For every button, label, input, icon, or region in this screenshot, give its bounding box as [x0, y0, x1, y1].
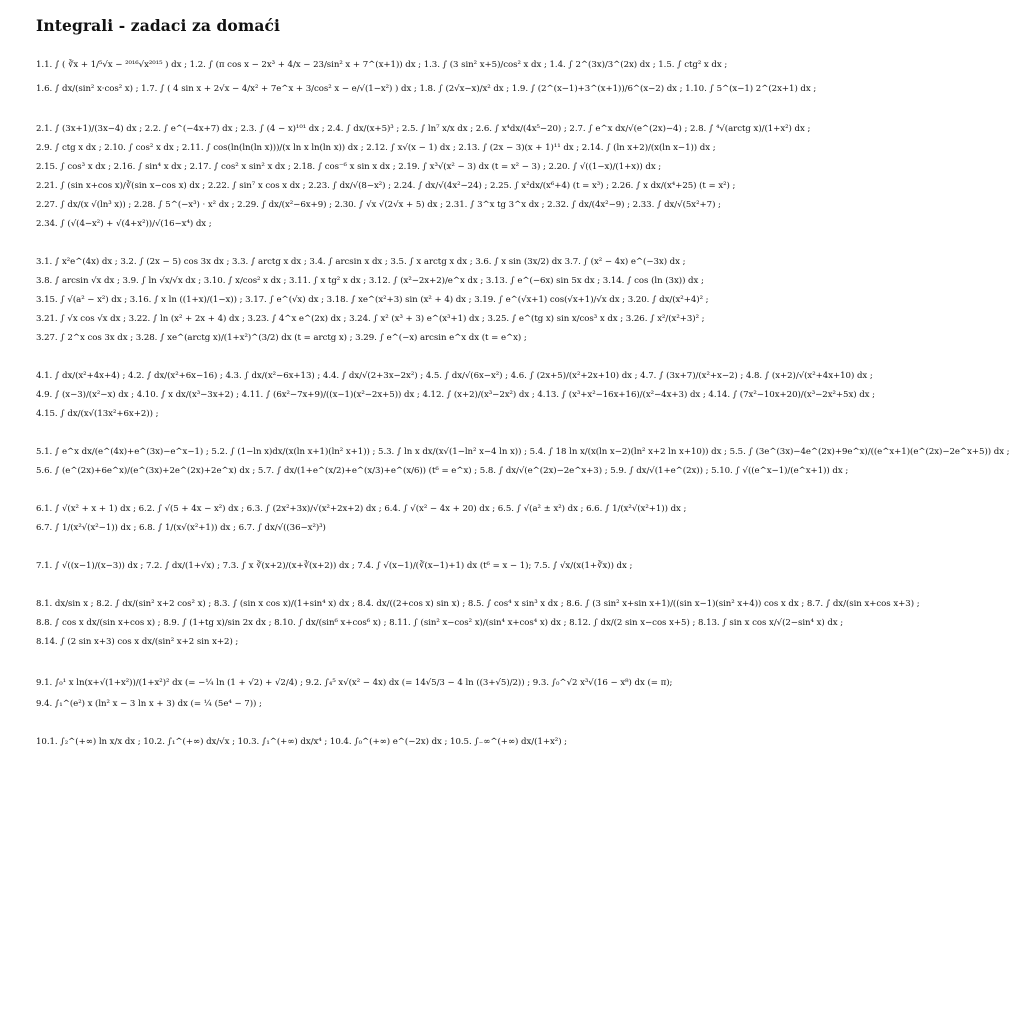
- exercise-line: 2.27. ∫ dx/(x √(ln³ x)) ; 2.28. ∫ 5^(−x³) · x² dx ; 2.29. ∫ dx/(x²−6x+9) ; 2.30. ∫ √x √(2√x + 5) dx ; 2.31. ∫ 3^x tg 3^x dx ; 2.32. ∫ dx/(4x²−9) ; 2.33. ∫ dx/√(5x²+7) ;: [36, 200, 721, 210]
- section-2: [36, 120, 811, 234]
- section-4: [36, 367, 876, 424]
- exercise-line: 6.1. ∫ √(x² + x + 1) dx ; 6.2. ∫ √(5 + 4x − x²) dx ; 6.3. ∫ (2x²+3x)/√(x²+2x+2) dx ; 6.4. ∫ √(x² − 4x + 20) dx ; 6.5. ∫ √(a² ± x²) dx ; 6.6. ∫ 1/(x²√(x²+1)) dx ;: [36, 504, 687, 514]
- exercise-line: 2.34. ∫ (√(4−x²) + √(4+x²))/√(16−x⁴) dx ;: [36, 219, 212, 229]
- exercise-line: 3.21. ∫ √x cos √x dx ; 3.22. ∫ ln (x² + 2x + 4) dx ; 3.23. ∫ 4^x e^(2x) dx ; 3.24. ∫ x² (x³ + 3) e^(x³+1) dx ; 3.25. ∫ e^(tg x) sin x/cos³ x dx ; 3.26. ∫ x²/(x²+3)² ;: [36, 314, 705, 324]
- exercise-line: 9.4. ∫₁^(e²) x (ln² x − 3 ln x + 3) dx (= ¼ (5e⁴ − 7)) ;: [36, 699, 262, 709]
- exercise-line: 5.6. ∫ (e^(2x)+6e^x)/(e^(3x)+2e^(2x)+2e^x) dx ; 5.7. ∫ dx/(1+e^(x/2)+e^(x/3)+e^(x/6)) (t⁶ = e^x) ; 5.8. ∫ dx/√(e^(2x)−2e^x+3) ; 5.9. ∫ dx/√(1+e^(2x)) ; 5.10. ∫ √((e^x−1)/(e^x+1)) dx ;: [36, 466, 849, 476]
- exercise-line: 2.9. ∫ ctg x dx ; 2.10. ∫ cos² x dx ; 2.11. ∫ cos(ln(ln(ln x)))/(x ln x ln(ln x)) dx ; 2.12. ∫ x√(x − 1) dx ; 2.13. ∫ (2x − 3)(x + 1)¹¹ dx ; 2.14. ∫ (ln x+2)/(x(ln x−1)) dx ;: [36, 143, 716, 153]
- exercise-line: 1.1. ∫ ( ∛x + 1/⁵√x − ²⁰¹⁶√x²⁰¹⁵ ) dx ; 1.2. ∫ (π cos x − 2x³ + 4/x − 23/sin² x + 7^(x+1)) dx ; 1.3. ∫ (3 sin² x+5)/cos² x dx ; 1.4. ∫ 2^(3x)/3^(2x) dx ; 1.5. ∫ ctg² x dx ;: [36, 60, 728, 70]
- section-6: [36, 500, 746, 538]
- section-1: [36, 53, 817, 101]
- exercise-line: 3.27. ∫ 2^x cos 3x dx ; 3.28. ∫ xe^(arctg x)/(1+x²)^(3/2) dx (t = arctg x) ; 3.29. ∫ e^(−x) arcsin e^x dx (t = e^x) ;: [36, 333, 527, 343]
- exercise-line: 8.8. ∫ cos x dx/(sin x+cos x) ; 8.9. ∫ (1+tg x)/sin 2x dx ; 8.10. ∫ dx/(sin⁶ x+cos⁶ x) ; 8.11. ∫ (sin² x−cos² x)/(sin⁴ x+cos⁴ x) dx ; 8.12. ∫ dx/(2 sin x−cos x+5) ; 8.13. ∫ sin x cos x/√(2−sin⁴ x) dx ;: [36, 618, 844, 628]
- exercise-line: 9.1. ∫₀¹ x ln(x+√(1+x²))/(1+x²)² dx (= −¼ ln (1 + √2) + √2/4) ; 9.2. ∫₄⁵ x√(x² − 4x) dx (= 14√5/3 − 4 ln ((3+√5)/2)) ; 9.3. ∫₀^√2 x³√(16 − x⁸) dx (= π);: [36, 678, 673, 688]
- exercise-line: 4.15. ∫ dx/(x√(13x²+6x+2)) ;: [36, 409, 159, 419]
- exercise-line: 4.1. ∫ dx/(x²+4x+4) ; 4.2. ∫ dx/(x²+6x−16) ; 4.3. ∫ dx/(x²−6x+13) ; 4.4. ∫ dx/√(2+3x−2x²) ; 4.5. ∫ dx/√(6x−x²) ; 4.6. ∫ (2x+5)/(x²+2x+10) dx ; 4.7. ∫ (3x+7)/(x²+x−2) ; 4.8. ∫ (x+2)/√(x²+4x+10) dx ;: [36, 371, 873, 381]
- exercise-line: 1.6. ∫ dx/(sin² x·cos² x) ; 1.7. ∫ ( 4 sin x + 2√x − 4/x² + 7e^x + 3/cos² x − e/√(1−x²) ) dx ; 1.8. ∫ (2√x−x)/x² dx ; 1.9. ∫ (2^(x−1)+3^(x+1))/6^(x−2) dx ; 1.10. ∫ 5^(x−1) 2^(2x+1) dx ;: [36, 84, 817, 94]
- exercise-line: 5.1. ∫ e^x dx/(e^(4x)+e^(3x)−e^x−1) ; 5.2. ∫ (1−ln x)dx/(x(ln x+1)(ln² x+1)) ; 5.3. ∫ ln x dx/(x√(1−ln² x−4 ln x)) ; 5.4. ∫ 18 ln x/(x(ln x−2)(ln² x+2 ln x+10)) dx ; 5.5. ∫ (3e^(3x)−4e^(2x)+9e^x)/((e^x+1)(e^(2x)−2e^x+5)) dx ;: [36, 447, 1010, 457]
- section-5: [36, 443, 1010, 481]
- section-7: [36, 557, 746, 576]
- exercise-line: 4.9. ∫ (x−3)/(x²−x) dx ; 4.10. ∫ x dx/(x³−3x+2) ; 4.11. ∫ (6x²−7x+9)/((x−1)(x²−2x+5)) dx ; 4.12. ∫ (x+2)/(x³−2x²) dx ; 4.13. ∫ (x³+x²−16x+16)/(x²−4x+3) dx ; 4.14. ∫ (7x²−10x+20)/(x³−2x²+5x) dx ;: [36, 390, 876, 400]
- section-8: [36, 595, 920, 652]
- exercise-line: 6.7. ∫ 1/(x²√(x²−1)) dx ; 6.8. ∫ 1/(x√(x²+1)) dx ; 6.7. ∫ dx/√((36−x²)³): [36, 523, 326, 533]
- section-10: [36, 733, 746, 752]
- page-title: Integrali - zadaci za domaći: [36, 16, 281, 35]
- exercise-line: 3.15. ∫ √(a² − x²) dx ; 3.16. ∫ x ln ((1+x)/(1−x)) ; 3.17. ∫ e^(√x) dx ; 3.18. ∫ xe^(x²+3) sin (x² + 4) dx ; 3.19. ∫ e^(√x+1) cos(√x+1)/√x dx ; 3.20. ∫ dx/(x²+4)² ;: [36, 295, 709, 305]
- section-9: [36, 671, 746, 714]
- exercise-line: 10.1. ∫₂^(+∞) ln x/x dx ; 10.2. ∫₁^(+∞) dx/√x ; 10.3. ∫₁^(+∞) dx/x⁴ ; 10.4. ∫₀^(+∞) e^(−2x) dx ; 10.5. ∫₋∞^(+∞) dx/(1+x²) ;: [36, 737, 568, 747]
- exercise-line: 3.8. ∫ arcsin √x dx ; 3.9. ∫ ln √x/√x dx ; 3.10. ∫ x/cos² x dx ; 3.11. ∫ x tg² x dx ; 3.12. ∫ (x²−2x+2)/e^x dx ; 3.13. ∫ e^(−6x) sin 5x dx ; 3.14. ∫ cos (ln (3x)) dx ;: [36, 276, 704, 286]
- exercise-line: 2.1. ∫ (3x+1)/(3x−4) dx ; 2.2. ∫ e^(−4x+7) dx ; 2.3. ∫ (4 − x)¹⁰¹ dx ; 2.4. ∫ dx/(x+5)³ ; 2.5. ∫ ln⁷ x/x dx ; 2.6. ∫ x⁴dx/(4x⁵−20) ; 2.7. ∫ e^x dx/√(e^(2x)−4) ; 2.8. ∫ ⁴√(arctg x)/(1+x²) dx ;: [36, 124, 811, 134]
- exercise-line: 8.14. ∫ (2 sin x+3) cos x dx/(sin² x+2 sin x+2) ;: [36, 637, 239, 647]
- exercise-line: 3.1. ∫ x²e^(4x) dx ; 3.2. ∫ (2x − 5) cos 3x dx ; 3.3. ∫ arctg x dx ; 3.4. ∫ arcsin x dx ; 3.5. ∫ x arctg x dx ; 3.6. ∫ x sin (3x/2) dx 3.7. ∫ (x² − 4x) e^(−3x) dx ;: [36, 257, 686, 267]
- exercise-line: 8.1. dx/sin x ; 8.2. ∫ dx/(sin² x+2 cos² x) ; 8.3. ∫ (sin x cos x)/(1+sin⁴ x) dx ; 8.4. dx/((2+cos x) sin x) ; 8.5. ∫ cos⁴ x sin³ x dx ; 8.6. ∫ (3 sin² x+sin x+1)/((sin x−1)(sin² x+4)) cos x dx ; 8.7. ∫ dx/(sin x+cos x+3) ;: [36, 599, 920, 609]
- exercise-line: 2.21. ∫ (sin x+cos x)/∛(sin x−cos x) dx ; 2.22. ∫ sin⁷ x cos x dx ; 2.23. ∫ dx/√(8−x²) ; 2.24. ∫ dx/√(4x²−24) ; 2.25. ∫ x²dx/(x⁶+4) (t = x³) ; 2.26. ∫ x dx/(x⁴+25) (t = x²) ;: [36, 181, 736, 191]
- exercise-line: 7.1. ∫ √((x−1)/(x−3)) dx ; 7.2. ∫ dx/(1+√x) ; 7.3. ∫ x ∛(x+2)/(x+∛(x+2)) dx ; 7.4. ∫ √(x−1)/(∛(x−1)+1) dx (t⁶ = x − 1); 7.5. ∫ √x/(x(1+∛x)) dx ;: [36, 561, 633, 571]
- exercise-line: 2.15. ∫ cos³ x dx ; 2.16. ∫ sin⁴ x dx ; 2.17. ∫ cos² x sin² x dx ; 2.18. ∫ cos⁻⁶ x sin x dx ; 2.19. ∫ x³√(x² − 3) dx (t = x² − 3) ; 2.20. ∫ √((1−x)/(1+x)) dx ;: [36, 162, 662, 172]
- section-3: [36, 253, 746, 348]
